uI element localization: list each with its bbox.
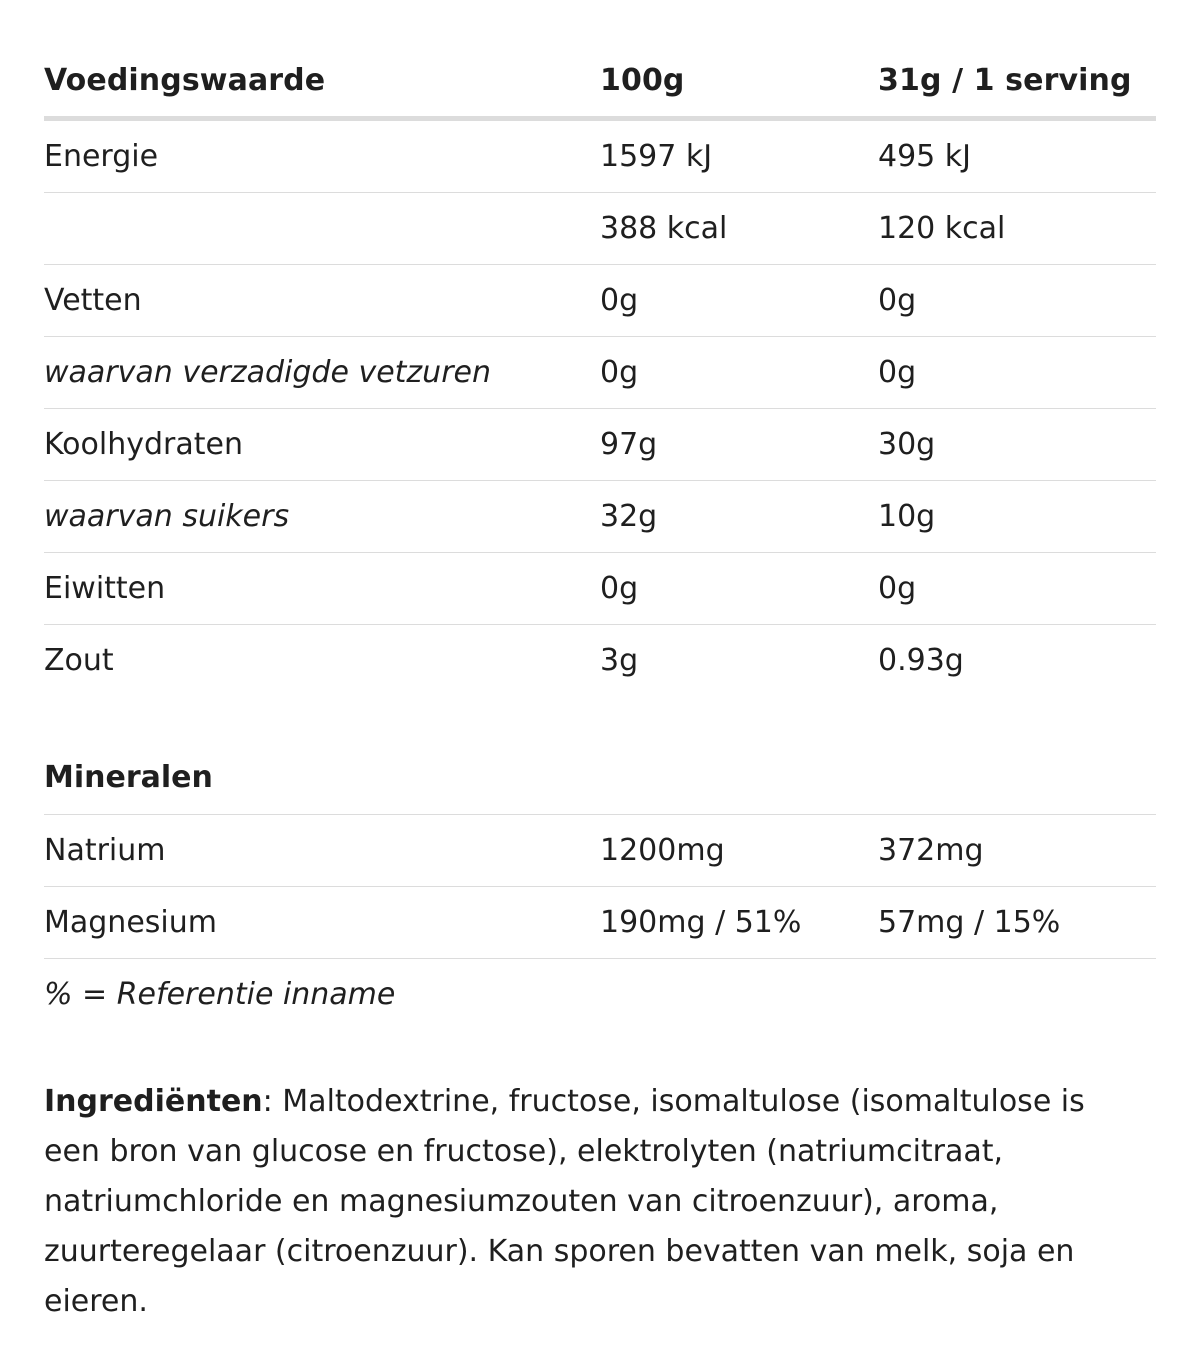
table-row	[44, 625, 1156, 697]
row-label: waarvan suikers	[44, 481, 600, 553]
table-header-row	[44, 44, 1156, 119]
row-per-serving: 0.93g	[878, 643, 964, 678]
nutrition-table	[44, 44, 1156, 696]
row-per-serving: 0g	[878, 337, 1156, 409]
reference-intake-note: % = Referentie inname	[44, 977, 396, 1012]
table-row	[44, 815, 1156, 887]
row-per-100g: 1597 kJ	[600, 119, 878, 193]
table-row	[44, 481, 1156, 553]
row-label: Eiwitten	[44, 553, 600, 625]
minerals-table	[44, 815, 1156, 959]
row-per-100g: 1200mg	[600, 815, 878, 887]
section-spacer	[44, 696, 1156, 742]
ingredients-text: : Maltodextrine, fructose, isomaltulose (isomaltulose is een bron van glucose en fructose), elektrolyten (natriumcitraat, natriumchloride en magnesiumzouten van citroenzuur), aroma, zuurteregelaar (citroenzuur). Kan sporen bevatten van melk, soja en eieren.	[44, 1084, 1085, 1319]
row-label	[44, 193, 600, 265]
row-per-100g: 97g	[600, 409, 878, 481]
row-label: waarvan verzadigde vetzuren	[44, 337, 600, 409]
row-per-serving: 0g	[878, 553, 1156, 625]
row-per-100g: 0g	[600, 265, 878, 337]
row-per-serving: 30g	[878, 409, 1156, 481]
table-row	[44, 409, 1156, 481]
row-per-100g: 190mg / 51%	[600, 887, 878, 959]
row-per-100g: 0g	[600, 337, 878, 409]
row-label: Energie	[44, 119, 600, 193]
table-row	[44, 553, 1156, 625]
row-per-serving: 57mg / 15%	[878, 887, 1156, 959]
row-per-100g: 32g	[600, 481, 878, 553]
ingredients-paragraph	[44, 1077, 1144, 1327]
table-row	[44, 193, 1156, 265]
row-per-serving: 120 kcal	[878, 193, 1156, 265]
row-per-100g: 0g	[600, 553, 878, 625]
nutrition-panel	[44, 44, 1156, 1357]
row-label: Zout	[44, 643, 114, 678]
row-per-100g: 388 kcal	[600, 193, 878, 265]
row-per-100g: 3g	[600, 643, 639, 678]
row-label: Magnesium	[44, 887, 600, 959]
minerals-title: Mineralen	[44, 742, 1156, 815]
row-per-serving: 0g	[878, 265, 1156, 337]
header-nutrient: Voedingswaarde	[44, 44, 600, 119]
header-per-serving: 31g / 1 serving	[878, 44, 1156, 119]
row-per-serving: 372mg	[878, 815, 1156, 887]
row-per-serving: 10g	[878, 481, 1156, 553]
ingredients-label: Ingrediënten	[44, 1084, 263, 1119]
table-row	[44, 119, 1156, 193]
table-row	[44, 265, 1156, 337]
header-per-100g: 100g	[600, 44, 878, 119]
table-row	[44, 887, 1156, 959]
table-row	[44, 337, 1156, 409]
row-label: Natrium	[44, 815, 600, 887]
row-per-serving: 495 kJ	[878, 119, 1156, 193]
row-label: Koolhydraten	[44, 409, 600, 481]
row-label: Vetten	[44, 265, 600, 337]
